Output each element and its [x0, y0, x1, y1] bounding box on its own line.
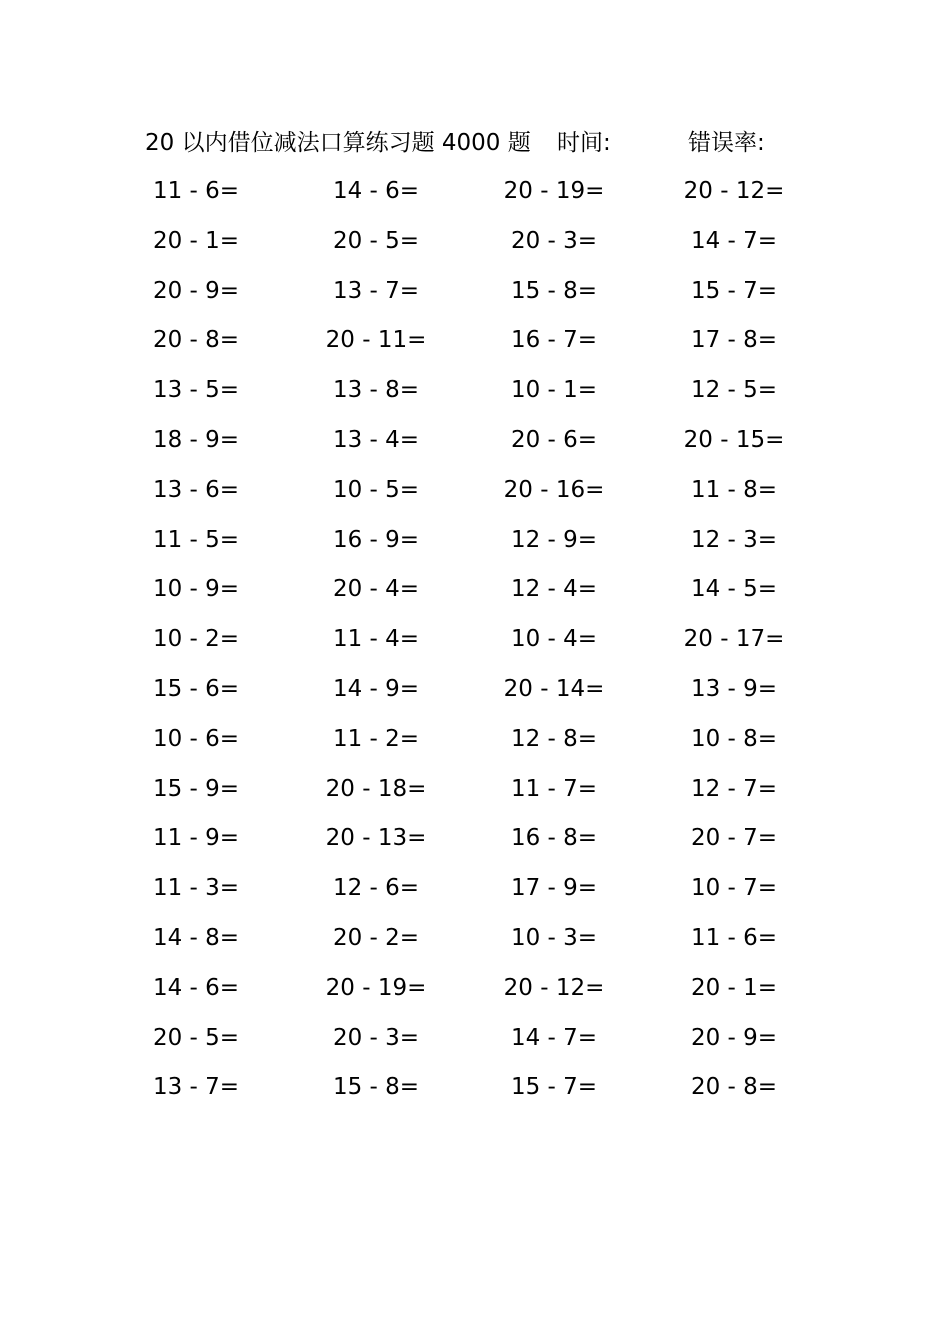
problem-item: 20 - 4= — [332, 576, 420, 603]
worksheet-title: 20 以内借位减法口算练习题 4000 题 — [145, 130, 531, 156]
problem-item: 10 - 3= — [510, 924, 598, 951]
problem-item: 11 - 4= — [332, 626, 420, 653]
problem-item: 12 - 9= — [510, 526, 598, 553]
problem-item: 11 - 2= — [332, 725, 420, 752]
problem-grid — [0, 176, 950, 1122]
problem-item: 20 - 17= — [683, 626, 785, 653]
problem-item: 15 - 9= — [152, 775, 240, 802]
problem-item: 13 - 4= — [332, 426, 420, 453]
problem-item: 14 - 7= — [690, 227, 778, 254]
problem-item: 12 - 3= — [690, 526, 778, 553]
problem-item: 15 - 7= — [510, 1074, 598, 1101]
problem-item: 11 - 7= — [510, 775, 598, 802]
problem-item: 20 - 19= — [503, 178, 605, 204]
problem-item: 13 - 8= — [332, 377, 420, 404]
problem-item: 20 - 8= — [152, 327, 240, 354]
problem-item: 14 - 6= — [332, 178, 420, 204]
problem-item: 20 - 1= — [690, 974, 778, 1001]
problem-item: 20 - 11= — [325, 327, 427, 354]
problem-item: 13 - 7= — [152, 1074, 240, 1101]
problem-item: 20 - 14= — [503, 675, 605, 702]
problem-row — [0, 873, 950, 923]
problem-item: 12 - 7= — [690, 775, 778, 802]
problem-item: 17 - 9= — [510, 875, 598, 902]
problem-item: 20 - 3= — [332, 1024, 420, 1051]
problem-item: 13 - 6= — [152, 476, 240, 503]
problem-item: 15 - 6= — [152, 675, 240, 702]
problem-item: 10 - 5= — [332, 476, 420, 503]
problem-item: 20 - 7= — [690, 825, 778, 852]
problem-item: 14 - 5= — [690, 576, 778, 603]
problem-item: 10 - 7= — [690, 875, 778, 902]
problem-item: 10 - 2= — [152, 626, 240, 653]
problem-row — [0, 973, 950, 1023]
problem-item: 20 - 9= — [152, 277, 240, 304]
problem-item: 20 - 12= — [683, 178, 785, 204]
problem-item: 20 - 5= — [152, 1024, 240, 1051]
problem-row — [0, 276, 950, 326]
problem-item: 10 - 6= — [152, 725, 240, 752]
problem-item: 17 - 8= — [690, 327, 778, 354]
problem-row — [0, 1023, 950, 1073]
problem-row — [0, 226, 950, 276]
problem-item: 15 - 8= — [510, 277, 598, 304]
problem-item: 11 - 3= — [152, 875, 240, 902]
worksheet-header — [0, 126, 950, 160]
problem-row — [0, 823, 950, 873]
problem-item: 11 - 8= — [690, 476, 778, 503]
problem-item: 20 - 1= — [152, 227, 240, 254]
problem-item: 12 - 4= — [510, 576, 598, 603]
problem-item: 20 - 6= — [510, 426, 598, 453]
problem-item: 11 - 5= — [152, 526, 240, 553]
problem-item: 20 - 2= — [332, 924, 420, 951]
problem-row — [0, 624, 950, 674]
problem-item: 20 - 16= — [503, 476, 605, 503]
problem-row — [0, 475, 950, 525]
problem-item: 20 - 18= — [325, 775, 427, 802]
problem-row — [0, 923, 950, 973]
problem-item: 11 - 9= — [152, 825, 240, 852]
problem-row — [0, 525, 950, 575]
problem-row — [0, 674, 950, 724]
problem-item: 10 - 8= — [690, 725, 778, 752]
problem-item: 16 - 7= — [510, 327, 598, 354]
problem-item: 14 - 8= — [152, 924, 240, 951]
problem-item: 20 - 8= — [690, 1074, 778, 1101]
problem-item: 16 - 9= — [332, 526, 420, 553]
problem-item: 11 - 6= — [690, 924, 778, 951]
problem-row — [0, 1072, 950, 1122]
problem-item: 20 - 3= — [510, 227, 598, 254]
time-label: 时间: — [557, 130, 611, 156]
problem-row — [0, 574, 950, 624]
problem-item: 20 - 12= — [503, 974, 605, 1001]
problem-item: 10 - 9= — [152, 576, 240, 603]
problem-item: 20 - 13= — [325, 825, 427, 852]
problem-item: 13 - 5= — [152, 377, 240, 404]
problem-item: 20 - 5= — [332, 227, 420, 254]
problem-item: 13 - 7= — [332, 277, 420, 304]
problem-item: 20 - 15= — [683, 426, 785, 453]
problem-row — [0, 724, 950, 774]
problem-item: 13 - 9= — [690, 675, 778, 702]
problem-item: 14 - 9= — [332, 675, 420, 702]
problem-item: 10 - 4= — [510, 626, 598, 653]
problem-item: 16 - 8= — [510, 825, 598, 852]
problem-item: 20 - 19= — [325, 974, 427, 1001]
problem-item: 15 - 7= — [690, 277, 778, 304]
problem-item: 12 - 8= — [510, 725, 598, 752]
problem-item: 12 - 6= — [332, 875, 420, 902]
problem-item: 20 - 9= — [690, 1024, 778, 1051]
problem-item: 15 - 8= — [332, 1074, 420, 1101]
problem-item: 14 - 6= — [152, 974, 240, 1001]
problem-row — [0, 176, 950, 226]
problem-item: 12 - 5= — [690, 377, 778, 404]
problem-row — [0, 325, 950, 375]
problem-row — [0, 425, 950, 475]
problem-item: 14 - 7= — [510, 1024, 598, 1051]
error-rate-label: 错误率: — [688, 130, 765, 156]
problem-row — [0, 774, 950, 824]
problem-item: 10 - 1= — [510, 377, 598, 404]
problem-item: 11 - 6= — [152, 178, 240, 204]
problem-row — [0, 375, 950, 425]
problem-item: 18 - 9= — [152, 426, 240, 453]
